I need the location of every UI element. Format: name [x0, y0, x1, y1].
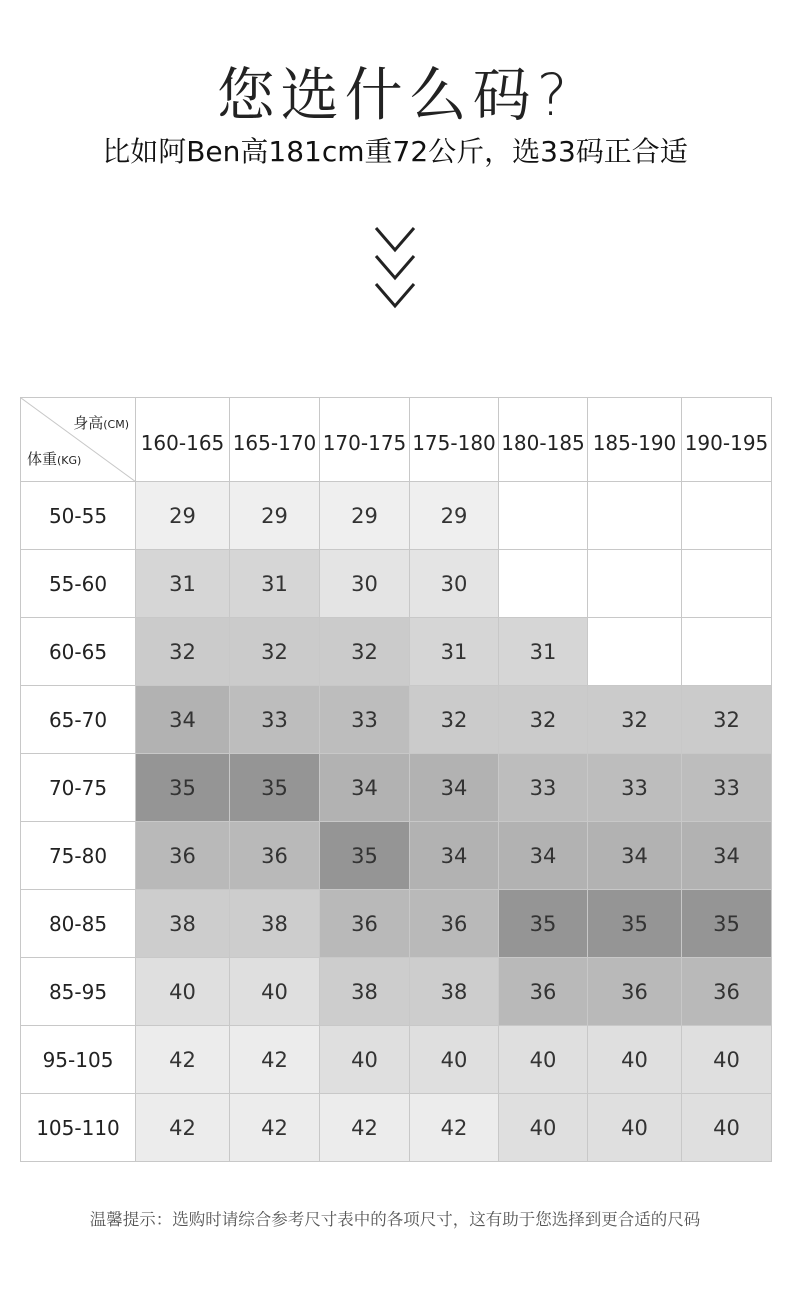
size-chart-table — [20, 397, 772, 1162]
size-cell: 29 — [410, 482, 499, 550]
size-cell — [588, 482, 682, 550]
size-cell: 29 — [230, 482, 320, 550]
column-header-height: 170-175 — [320, 398, 410, 482]
size-cell: 35 — [320, 822, 410, 890]
size-cell: 32 — [682, 686, 772, 754]
size-cell: 38 — [410, 958, 499, 1026]
table-row — [21, 1094, 772, 1162]
size-cell: 34 — [588, 822, 682, 890]
row-header-weight: 65-70 — [21, 686, 136, 754]
size-cell: 31 — [410, 618, 499, 686]
row-header-weight: 85-95 — [21, 958, 136, 1026]
size-cell: 34 — [682, 822, 772, 890]
row-header-weight: 55-60 — [21, 550, 136, 618]
size-cell: 36 — [136, 822, 230, 890]
weight-axis-label: 体重(KG) — [27, 450, 82, 468]
row-header-weight: 75-80 — [21, 822, 136, 890]
table-row — [21, 618, 772, 686]
size-cell: 33 — [320, 686, 410, 754]
row-header-weight: 50-55 — [21, 482, 136, 550]
row-header-weight: 70-75 — [21, 754, 136, 822]
size-cell: 38 — [136, 890, 230, 958]
size-cell: 35 — [682, 890, 772, 958]
chevron-down-icon — [370, 222, 420, 322]
table-header-row — [21, 398, 772, 482]
table-row — [21, 822, 772, 890]
row-header-weight: 80-85 — [21, 890, 136, 958]
size-cell: 34 — [499, 822, 588, 890]
size-cell: 42 — [410, 1094, 499, 1162]
column-header-height: 180-185 — [499, 398, 588, 482]
table-row — [21, 890, 772, 958]
size-cell — [682, 482, 772, 550]
size-cell: 38 — [230, 890, 320, 958]
row-header-weight: 60-65 — [21, 618, 136, 686]
size-cell: 40 — [499, 1026, 588, 1094]
size-cell: 32 — [230, 618, 320, 686]
size-cell: 33 — [682, 754, 772, 822]
page-subtitle: 比如阿Ben高181cm重72公斤，选33码正合适 — [102, 135, 688, 168]
page-title: 您选什么码? — [216, 61, 574, 129]
height-axis-label: 身高(CM) — [73, 414, 129, 432]
size-cell: 40 — [682, 1094, 772, 1162]
size-cell: 29 — [320, 482, 410, 550]
size-cell: 40 — [499, 1094, 588, 1162]
size-cell: 30 — [320, 550, 410, 618]
column-header-height: 175-180 — [410, 398, 499, 482]
size-cell: 32 — [499, 686, 588, 754]
size-cell — [682, 618, 772, 686]
column-header-height: 160-165 — [136, 398, 230, 482]
size-cell: 31 — [230, 550, 320, 618]
table-row — [21, 482, 772, 550]
size-cell — [682, 550, 772, 618]
size-cell: 40 — [410, 1026, 499, 1094]
table-row — [21, 958, 772, 1026]
size-cell: 40 — [588, 1094, 682, 1162]
size-cell: 32 — [410, 686, 499, 754]
column-header-height: 165-170 — [230, 398, 320, 482]
size-cell: 34 — [410, 754, 499, 822]
table-corner-cell — [21, 398, 136, 482]
size-cell: 36 — [410, 890, 499, 958]
size-cell: 40 — [136, 958, 230, 1026]
size-cell — [499, 550, 588, 618]
size-cell: 42 — [320, 1094, 410, 1162]
size-cell: 35 — [588, 890, 682, 958]
table-row — [21, 754, 772, 822]
size-cell: 32 — [588, 686, 682, 754]
size-cell: 29 — [136, 482, 230, 550]
column-header-height: 185-190 — [588, 398, 682, 482]
size-cell: 42 — [230, 1026, 320, 1094]
size-cell: 32 — [320, 618, 410, 686]
size-cell: 40 — [588, 1026, 682, 1094]
size-cell: 36 — [588, 958, 682, 1026]
size-cell: 33 — [588, 754, 682, 822]
size-cell: 40 — [320, 1026, 410, 1094]
size-cell: 40 — [682, 1026, 772, 1094]
size-cell: 42 — [230, 1094, 320, 1162]
size-cell: 36 — [499, 958, 588, 1026]
size-cell: 34 — [136, 686, 230, 754]
size-cell: 34 — [410, 822, 499, 890]
size-cell: 40 — [230, 958, 320, 1026]
size-cell: 35 — [230, 754, 320, 822]
size-cell: 31 — [136, 550, 230, 618]
footer-tip: 温馨提示：选购时请综合参考尺寸表中的各项尺寸，这有助于您选择到更合适的尺码 — [89, 1210, 701, 1229]
size-cell: 35 — [136, 754, 230, 822]
size-cell — [588, 550, 682, 618]
size-cell — [588, 618, 682, 686]
table-row — [21, 550, 772, 618]
size-cell: 42 — [136, 1026, 230, 1094]
size-cell: 34 — [320, 754, 410, 822]
size-cell: 36 — [682, 958, 772, 1026]
column-header-height: 190-195 — [682, 398, 772, 482]
size-cell: 33 — [230, 686, 320, 754]
size-cell: 32 — [136, 618, 230, 686]
size-cell: 31 — [499, 618, 588, 686]
size-cell: 36 — [320, 890, 410, 958]
size-cell: 42 — [136, 1094, 230, 1162]
size-cell: 30 — [410, 550, 499, 618]
row-header-weight: 105-110 — [21, 1094, 136, 1162]
size-cell: 38 — [320, 958, 410, 1026]
size-cell: 35 — [499, 890, 588, 958]
size-cell — [499, 482, 588, 550]
row-header-weight: 95-105 — [21, 1026, 136, 1094]
size-cell: 33 — [499, 754, 588, 822]
size-cell: 36 — [230, 822, 320, 890]
table-row — [21, 1026, 772, 1094]
table-row — [21, 686, 772, 754]
